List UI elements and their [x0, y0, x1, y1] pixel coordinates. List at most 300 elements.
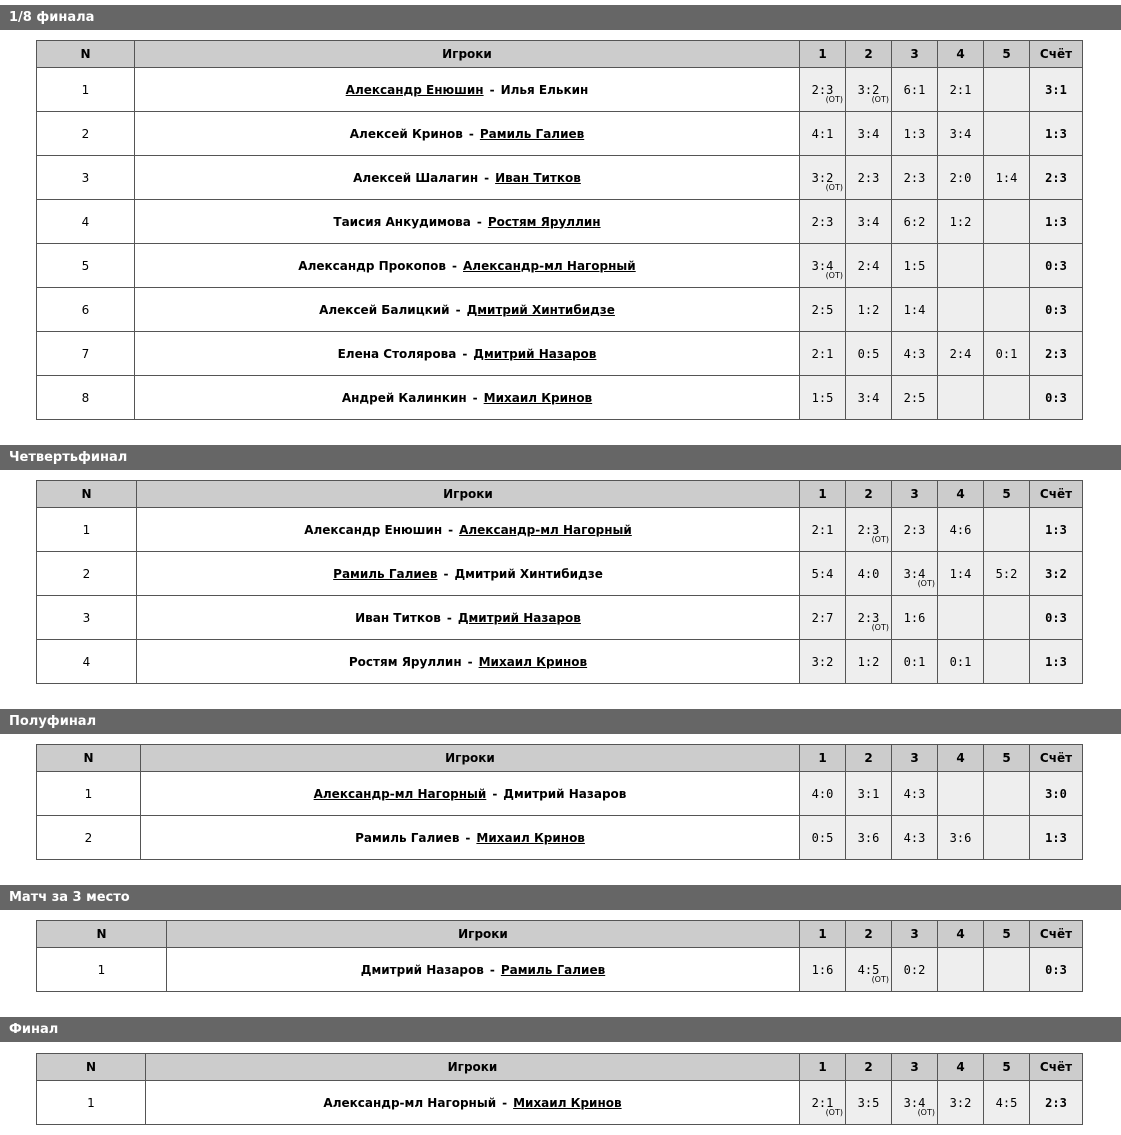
results-table-final — [36, 1053, 1083, 1125]
set-score-value: 2:3 — [857, 170, 880, 185]
set-score-value: 4:0 — [811, 786, 834, 801]
set-score-value: 1:6 — [811, 962, 834, 977]
match-total-score: 0:3 — [1030, 596, 1083, 640]
set-5-score — [984, 948, 1030, 992]
match-players — [141, 816, 800, 860]
set-score-value: 2:1 — [811, 522, 834, 537]
set-4-score — [938, 156, 984, 200]
set-3-score — [892, 772, 938, 816]
set-score-value: 2:1 — [811, 346, 834, 361]
set-2-score — [846, 376, 892, 420]
col-set3-header: 3 — [892, 481, 938, 508]
player-two-link: Дмитрий Хинтибидзе — [454, 566, 603, 581]
set-1-score — [800, 200, 846, 244]
players-separator: - — [472, 390, 478, 405]
set-3-score — [892, 244, 938, 288]
set-3-score — [892, 1081, 938, 1125]
col-set5-header: 5 — [984, 921, 1030, 948]
set-score-value: 3:6 — [949, 830, 972, 845]
set-1-score — [800, 332, 846, 376]
match-row — [37, 948, 1083, 992]
col-set4-header: 4 — [938, 481, 984, 508]
match-row — [37, 156, 1083, 200]
table-header — [37, 745, 1083, 772]
set-3-score — [892, 552, 938, 596]
overtime-mark: (ОТ) — [871, 95, 889, 104]
set-3-score — [892, 112, 938, 156]
col-set1-header: 1 — [800, 481, 846, 508]
match-row — [37, 640, 1083, 684]
results-table-round16 — [36, 40, 1083, 420]
overtime-mark: (ОТ) — [871, 535, 889, 544]
col-score-header: Счёт — [1030, 745, 1083, 772]
match-total-score: 2:3 — [1030, 156, 1083, 200]
set-score-value: 1:2 — [857, 302, 880, 317]
set-3-score — [892, 948, 938, 992]
match-players — [146, 1081, 800, 1125]
set-score-value: 4:0 — [857, 566, 880, 581]
match-total-score: 1:3 — [1030, 508, 1083, 552]
set-score-value: 4:6 — [949, 522, 972, 537]
match-number: 7 — [37, 332, 135, 376]
player-two-link[interactable]: Александр-мл Нагорный — [459, 522, 632, 537]
player-one-link: Елена Столярова — [337, 346, 457, 361]
match-total-score: 0:3 — [1030, 288, 1083, 332]
set-score-value: 4:5 — [857, 962, 880, 977]
player-two-link[interactable]: Александр-мл Нагорный — [463, 258, 636, 273]
set-5-score — [984, 772, 1030, 816]
match-total-score: 1:3 — [1030, 640, 1083, 684]
player-two-link[interactable]: Дмитрий Назаров — [473, 346, 597, 361]
player-two-link[interactable]: Михаил Кринов — [478, 654, 588, 669]
set-1-score — [800, 156, 846, 200]
match-total-score: 3:2 — [1030, 552, 1083, 596]
set-4-score — [938, 948, 984, 992]
stage-title-quarterfinal: Четвертьфинал — [0, 445, 1121, 470]
match-total-score: 0:3 — [1030, 948, 1083, 992]
col-set4-header: 4 — [938, 745, 984, 772]
player-one-link[interactable]: Александр-мл Нагорный — [313, 786, 487, 801]
player-one-link: Алексей Балицкий — [319, 302, 450, 317]
set-2-score — [846, 1081, 892, 1125]
col-set5-header: 5 — [984, 745, 1030, 772]
match-row — [37, 772, 1083, 816]
col-set2-header: 2 — [846, 41, 892, 68]
overtime-mark: (ОТ) — [871, 623, 889, 632]
set-2-score — [846, 640, 892, 684]
match-total-score: 1:3 — [1030, 112, 1083, 156]
match-total-score: 0:3 — [1030, 376, 1083, 420]
set-1-score — [800, 596, 846, 640]
set-1-score — [800, 244, 846, 288]
set-4-score — [938, 244, 984, 288]
player-one-link: Александр Прокопов — [298, 258, 447, 273]
overtime-mark: (ОТ) — [871, 975, 889, 984]
set-1-score — [800, 112, 846, 156]
set-5-score — [984, 244, 1030, 288]
players-separator: - — [492, 786, 498, 801]
player-one-link: Дмитрий Назаров — [360, 962, 484, 977]
col-players-header: Игроки — [141, 745, 800, 772]
table-header — [37, 1054, 1083, 1081]
set-4-score — [938, 596, 984, 640]
set-3-score — [892, 288, 938, 332]
col-set4-header: 4 — [938, 41, 984, 68]
set-2-score — [846, 156, 892, 200]
set-1-score — [800, 552, 846, 596]
table-header — [37, 481, 1083, 508]
set-score-value: 3:4 — [811, 258, 834, 273]
set-score-value: 2:5 — [811, 302, 834, 317]
set-5-score — [984, 1081, 1030, 1125]
set-score-value: 3:1 — [857, 786, 880, 801]
match-number: 4 — [37, 640, 137, 684]
set-score-value: 3:4 — [949, 126, 972, 141]
col-score-header: Счёт — [1030, 921, 1083, 948]
match-number: 2 — [37, 552, 137, 596]
player-two-link[interactable]: Рамиль Галиев — [500, 962, 606, 977]
set-score-value: 3:2 — [811, 654, 834, 669]
set-2-score — [846, 332, 892, 376]
match-players — [135, 332, 800, 376]
set-4-score — [938, 68, 984, 112]
set-score-value: 6:2 — [903, 214, 926, 229]
stage-title-third-place: Матч за 3 место — [0, 885, 1121, 910]
match-number: 2 — [37, 112, 135, 156]
players-separator: - — [462, 346, 468, 361]
players-separator: - — [467, 654, 473, 669]
set-score-value: 2:4 — [949, 346, 972, 361]
match-number: 6 — [37, 288, 135, 332]
match-row — [37, 68, 1083, 112]
player-two-link[interactable]: Михаил Кринов — [483, 390, 593, 405]
col-players-header: Игроки — [146, 1054, 800, 1081]
player-two-link[interactable]: Дмитрий Хинтибидзе — [466, 302, 615, 317]
set-score-value: 2:3 — [903, 522, 926, 537]
match-total-score: 3:0 — [1030, 772, 1083, 816]
match-number: 4 — [37, 200, 135, 244]
col-set5-header: 5 — [984, 1054, 1030, 1081]
match-row — [37, 200, 1083, 244]
overtime-mark: (ОТ) — [825, 183, 843, 192]
set-5-score — [984, 156, 1030, 200]
players-separator: - — [489, 82, 495, 97]
set-score-value: 4:5 — [995, 1095, 1018, 1110]
set-score-value: 1:5 — [811, 390, 834, 405]
set-score-value: 1:4 — [903, 302, 926, 317]
set-4-score — [938, 288, 984, 332]
set-4-score — [938, 376, 984, 420]
set-4-score — [938, 112, 984, 156]
player-one-link: Александр-мл Нагорный — [323, 1095, 497, 1110]
players-separator: - — [465, 830, 471, 845]
set-score-value: 3:5 — [857, 1095, 880, 1110]
col-players-header: Игроки — [135, 41, 800, 68]
set-3-score — [892, 640, 938, 684]
player-two-link[interactable]: Рамиль Галиев — [479, 126, 585, 141]
results-table-quarterfinal — [36, 480, 1083, 684]
overtime-mark: (ОТ) — [825, 1108, 843, 1117]
overtime-mark: (ОТ) — [825, 271, 843, 280]
match-row — [37, 112, 1083, 156]
set-5-score — [984, 332, 1030, 376]
player-two-link[interactable]: Михаил Кринов — [513, 1095, 622, 1110]
match-number: 1 — [37, 1081, 146, 1125]
set-5-score — [984, 596, 1030, 640]
set-score-value: 2:3 — [857, 522, 880, 537]
player-one-link: Александр Енюшин — [304, 522, 443, 537]
col-n-header: N — [37, 745, 141, 772]
set-score-value: 3:4 — [903, 1095, 926, 1110]
col-set3-header: 3 — [892, 41, 938, 68]
player-two-link[interactable]: Дмитрий Назаров — [457, 610, 581, 625]
col-set3-header: 3 — [892, 745, 938, 772]
match-players — [137, 552, 800, 596]
match-total-score: 1:3 — [1030, 200, 1083, 244]
match-row — [37, 332, 1083, 376]
match-number: 3 — [37, 156, 135, 200]
set-score-value: 4:3 — [903, 830, 926, 845]
players-separator: - — [468, 126, 474, 141]
match-row — [37, 816, 1083, 860]
set-1-score — [800, 376, 846, 420]
set-score-value: 1:2 — [857, 654, 880, 669]
players-separator: - — [502, 1095, 508, 1110]
col-n-header: N — [37, 921, 167, 948]
table-header — [37, 921, 1083, 948]
set-score-value: 2:1 — [949, 82, 972, 97]
set-4-score — [938, 1081, 984, 1125]
set-5-score — [984, 508, 1030, 552]
match-number: 1 — [37, 948, 167, 992]
set-1-score — [800, 816, 846, 860]
match-number: 1 — [37, 68, 135, 112]
set-2-score — [846, 508, 892, 552]
players-separator: - — [446, 610, 452, 625]
match-row — [37, 552, 1083, 596]
set-1-score — [800, 772, 846, 816]
players-separator: - — [476, 214, 482, 229]
set-score-value: 4:3 — [903, 346, 926, 361]
player-two-link[interactable]: Ростям Яруллин — [487, 214, 601, 229]
col-set2-header: 2 — [846, 1054, 892, 1081]
col-n-header: N — [37, 481, 137, 508]
match-total-score: 0:3 — [1030, 244, 1083, 288]
set-score-value: 2:3 — [857, 610, 880, 625]
set-score-value: 4:3 — [903, 786, 926, 801]
player-one-link: Алексей Кринов — [349, 126, 463, 141]
match-row — [37, 244, 1083, 288]
set-score-value: 3:4 — [903, 566, 926, 581]
set-score-value: 2:3 — [811, 82, 834, 97]
overtime-mark: (ОТ) — [825, 95, 843, 104]
col-set1-header: 1 — [800, 41, 846, 68]
player-two-link[interactable]: Михаил Кринов — [476, 830, 585, 845]
set-score-value: 0:1 — [903, 654, 926, 669]
set-score-value: 2:0 — [949, 170, 972, 185]
match-number: 8 — [37, 376, 135, 420]
match-players — [167, 948, 800, 992]
match-players — [135, 288, 800, 332]
match-total-score: 2:3 — [1030, 1081, 1083, 1125]
col-set1-header: 1 — [800, 921, 846, 948]
set-1-score — [800, 288, 846, 332]
col-set3-header: 3 — [892, 921, 938, 948]
set-score-value: 3:2 — [857, 82, 880, 97]
match-players — [135, 244, 800, 288]
players-separator: - — [489, 962, 495, 977]
players-separator: - — [448, 522, 454, 537]
set-2-score — [846, 244, 892, 288]
set-score-value: 0:5 — [857, 346, 880, 361]
col-n-header: N — [37, 1054, 146, 1081]
set-score-value: 1:6 — [903, 610, 926, 625]
match-row — [37, 376, 1083, 420]
match-players — [141, 772, 800, 816]
col-score-header: Счёт — [1030, 41, 1083, 68]
match-row — [37, 1081, 1083, 1125]
set-3-score — [892, 508, 938, 552]
player-one-link: Алексей Шалагин — [353, 170, 479, 185]
set-5-score — [984, 552, 1030, 596]
player-one-link: Рамиль Галиев — [355, 830, 460, 845]
col-score-header: Счёт — [1030, 481, 1083, 508]
set-2-score — [846, 288, 892, 332]
match-row — [37, 288, 1083, 332]
set-3-score — [892, 200, 938, 244]
stage-title-semifinal: Полуфинал — [0, 709, 1121, 734]
match-total-score: 2:3 — [1030, 332, 1083, 376]
set-3-score — [892, 596, 938, 640]
set-score-value: 5:2 — [995, 566, 1018, 581]
set-1-score — [800, 508, 846, 552]
players-separator: - — [443, 566, 449, 581]
set-score-value: 2:5 — [903, 390, 926, 405]
col-set3-header: 3 — [892, 1054, 938, 1081]
player-one-link[interactable]: Александр Енюшин — [345, 82, 484, 97]
match-number: 5 — [37, 244, 135, 288]
col-set1-header: 1 — [800, 1054, 846, 1081]
player-one-link: Ростям Яруллин — [348, 654, 462, 669]
results-table-third-place — [36, 920, 1083, 992]
match-number: 3 — [37, 596, 137, 640]
col-set5-header: 5 — [984, 481, 1030, 508]
set-score-value: 1:4 — [995, 170, 1018, 185]
set-score-value: 2:1 — [811, 1095, 834, 1110]
set-2-score — [846, 68, 892, 112]
match-players — [135, 156, 800, 200]
set-4-score — [938, 552, 984, 596]
set-score-value: 5:4 — [811, 566, 834, 581]
col-players-header: Игроки — [167, 921, 800, 948]
col-set2-header: 2 — [846, 745, 892, 772]
match-players — [135, 112, 800, 156]
player-one-link[interactable]: Рамиль Галиев — [333, 566, 438, 581]
set-score-value: 0:1 — [995, 346, 1018, 361]
match-players — [137, 640, 800, 684]
set-score-value: 4:1 — [811, 126, 834, 141]
set-5-score — [984, 816, 1030, 860]
set-score-value: 2:7 — [811, 610, 834, 625]
set-5-score — [984, 200, 1030, 244]
match-number: 1 — [37, 508, 137, 552]
col-set2-header: 2 — [846, 481, 892, 508]
set-5-score — [984, 288, 1030, 332]
set-2-score — [846, 772, 892, 816]
col-players-header: Игроки — [137, 481, 800, 508]
col-set1-header: 1 — [800, 745, 846, 772]
match-total-score: 3:1 — [1030, 68, 1083, 112]
col-set5-header: 5 — [984, 41, 1030, 68]
overtime-mark: (ОТ) — [917, 1108, 935, 1117]
player-two-link[interactable]: Иван Титков — [495, 170, 581, 185]
match-players — [135, 200, 800, 244]
set-score-value: 0:2 — [903, 962, 926, 977]
set-3-score — [892, 376, 938, 420]
set-5-score — [984, 112, 1030, 156]
set-5-score — [984, 376, 1030, 420]
set-4-score — [938, 332, 984, 376]
set-3-score — [892, 156, 938, 200]
set-4-score — [938, 772, 984, 816]
set-2-score — [846, 552, 892, 596]
table-header — [37, 41, 1083, 68]
set-score-value: 1:2 — [949, 214, 972, 229]
set-5-score — [984, 68, 1030, 112]
col-set2-header: 2 — [846, 921, 892, 948]
set-score-value: 3:6 — [857, 830, 880, 845]
set-4-score — [938, 200, 984, 244]
match-players — [135, 376, 800, 420]
set-1-score — [800, 68, 846, 112]
match-players — [135, 68, 800, 112]
set-1-score — [800, 640, 846, 684]
set-2-score — [846, 200, 892, 244]
set-score-value: 2:3 — [903, 170, 926, 185]
set-2-score — [846, 112, 892, 156]
set-2-score — [846, 596, 892, 640]
set-4-score — [938, 508, 984, 552]
match-row — [37, 508, 1083, 552]
col-n-header: N — [37, 41, 135, 68]
set-score-value: 0:5 — [811, 830, 834, 845]
set-1-score — [800, 1081, 846, 1125]
match-players — [137, 596, 800, 640]
set-4-score — [938, 640, 984, 684]
set-2-score — [846, 816, 892, 860]
stage-title-round16: 1/8 финала — [0, 5, 1121, 30]
set-3-score — [892, 68, 938, 112]
set-score-value: 3:4 — [857, 214, 880, 229]
set-score-value: 1:3 — [903, 126, 926, 141]
set-score-value: 2:3 — [811, 214, 834, 229]
set-score-value: 2:4 — [857, 258, 880, 273]
players-separator: - — [484, 170, 490, 185]
match-number: 2 — [37, 816, 141, 860]
set-score-value: 3:4 — [857, 126, 880, 141]
match-players — [137, 508, 800, 552]
set-1-score — [800, 948, 846, 992]
set-score-value: 1:5 — [903, 258, 926, 273]
players-separator: - — [452, 258, 457, 273]
set-score-value: 0:1 — [949, 654, 972, 669]
col-set4-header: 4 — [938, 921, 984, 948]
set-score-value: 3:2 — [949, 1095, 972, 1110]
col-score-header: Счёт — [1030, 1054, 1083, 1081]
match-number: 1 — [37, 772, 141, 816]
player-one-link: Иван Титков — [355, 610, 441, 625]
set-3-score — [892, 332, 938, 376]
